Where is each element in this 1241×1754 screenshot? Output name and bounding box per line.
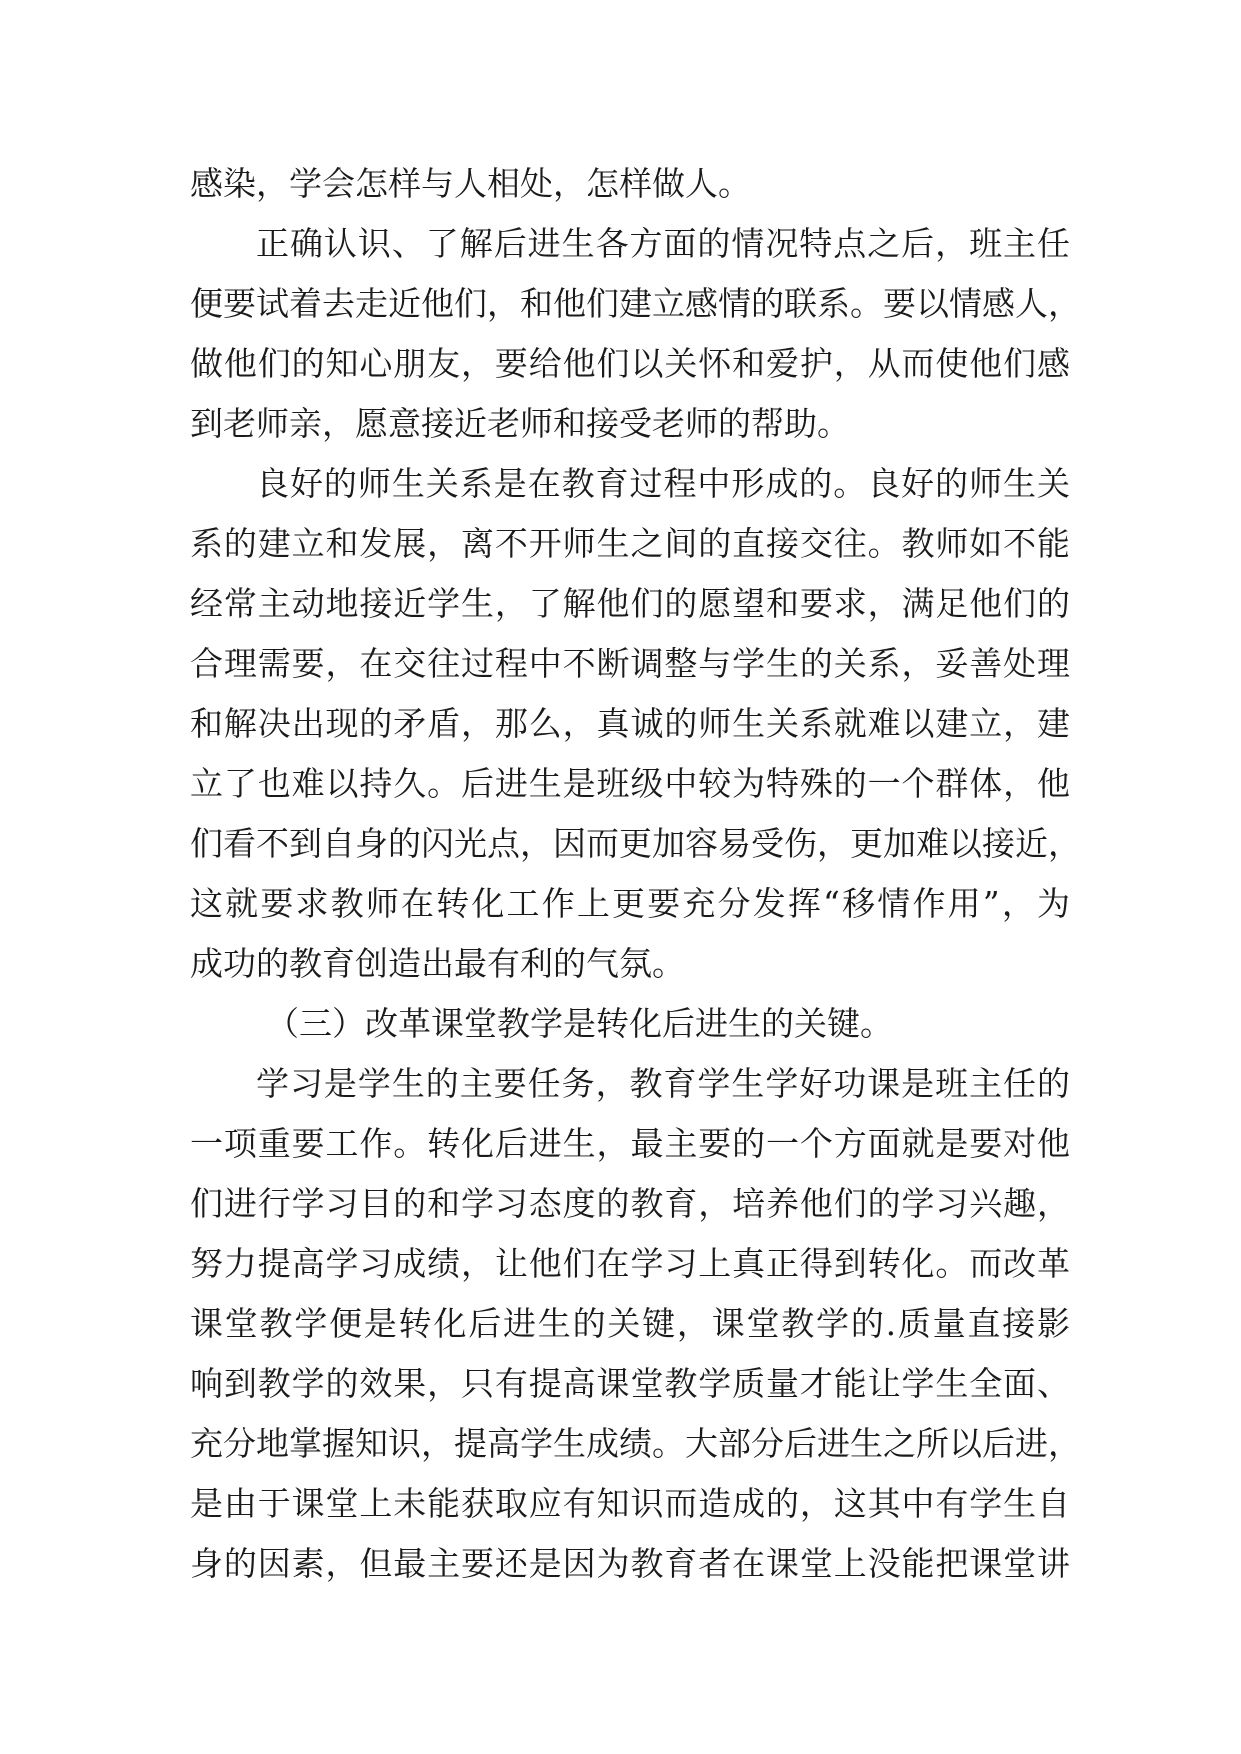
text-line: 立了也难以持久。后进生是班级中较为特殊的一个群体，他 bbox=[190, 764, 1070, 803]
section-heading: （三）改革课堂教学是转化后进生的关键。 bbox=[266, 1004, 893, 1043]
text-line: 努力提高学习成绩，让他们在学习上真正得到转化。而改革 bbox=[190, 1244, 1070, 1283]
text-line: 和解决出现的矛盾，那么，真诚的师生关系就难以建立，建 bbox=[190, 704, 1070, 743]
text-line: 合理需要，在交往过程中不断调整与学生的关系，妥善处理 bbox=[190, 644, 1070, 683]
text-line: 们进行学习目的和学习态度的教育，培养他们的学习兴趣， bbox=[190, 1184, 1070, 1223]
text-line: 课堂教学便是转化后进生的关键，课堂教学的.质量直接影 bbox=[190, 1304, 1070, 1343]
text-line: 响到教学的效果，只有提高课堂教学质量才能让学生全面、 bbox=[190, 1364, 1070, 1403]
text-line: 充分地掌握知识，提高学生成绩。大部分后进生之所以后进， bbox=[190, 1424, 1081, 1463]
text-line: 到老师亲，愿意接近老师和接受老师的帮助。 bbox=[190, 404, 850, 443]
text-line: 系的建立和发展，离不开师生之间的直接交往。教师如不能 bbox=[190, 524, 1070, 563]
paragraph-first-line: 良好的师生关系是在教育过程中形成的。良好的师生关 bbox=[256, 464, 1070, 503]
text-line: 感染，学会怎样与人相处，怎样做人。 bbox=[190, 164, 751, 203]
text-line: 这就要求教师在转化工作上更要充分发挥“移情作用”，为 bbox=[190, 884, 1070, 923]
text-line: 们看不到自身的闪光点，因而更加容易受伤，更加难以接近， bbox=[190, 824, 1081, 863]
paragraph-first-line: 学习是学生的主要任务，教育学生学好功课是班主任的 bbox=[256, 1064, 1070, 1103]
text-line: 成功的教育创造出最有利的气氛。 bbox=[190, 944, 685, 983]
text-line: 是由于课堂上未能获取应有知识而造成的，这其中有学生自 bbox=[190, 1484, 1070, 1523]
body-text bbox=[190, 154, 1081, 1594]
paragraph-first-line: 正确认识、了解后进生各方面的情况特点之后，班主任 bbox=[256, 224, 1070, 263]
text-line: 便要试着去走近他们，和他们建立感情的联系。要以情感人， bbox=[190, 284, 1081, 323]
text-line: 经常主动地接近学生，了解他们的愿望和要求，满足他们的 bbox=[190, 584, 1070, 623]
text-line: 做他们的知心朋友，要给他们以关怀和爱护，从而使他们感 bbox=[190, 344, 1070, 383]
text-line: 一项重要工作。转化后进生，最主要的一个方面就是要对他 bbox=[190, 1124, 1070, 1163]
text-line: 身的因素，但最主要还是因为教育者在课堂上没能把课堂讲 bbox=[190, 1544, 1070, 1583]
